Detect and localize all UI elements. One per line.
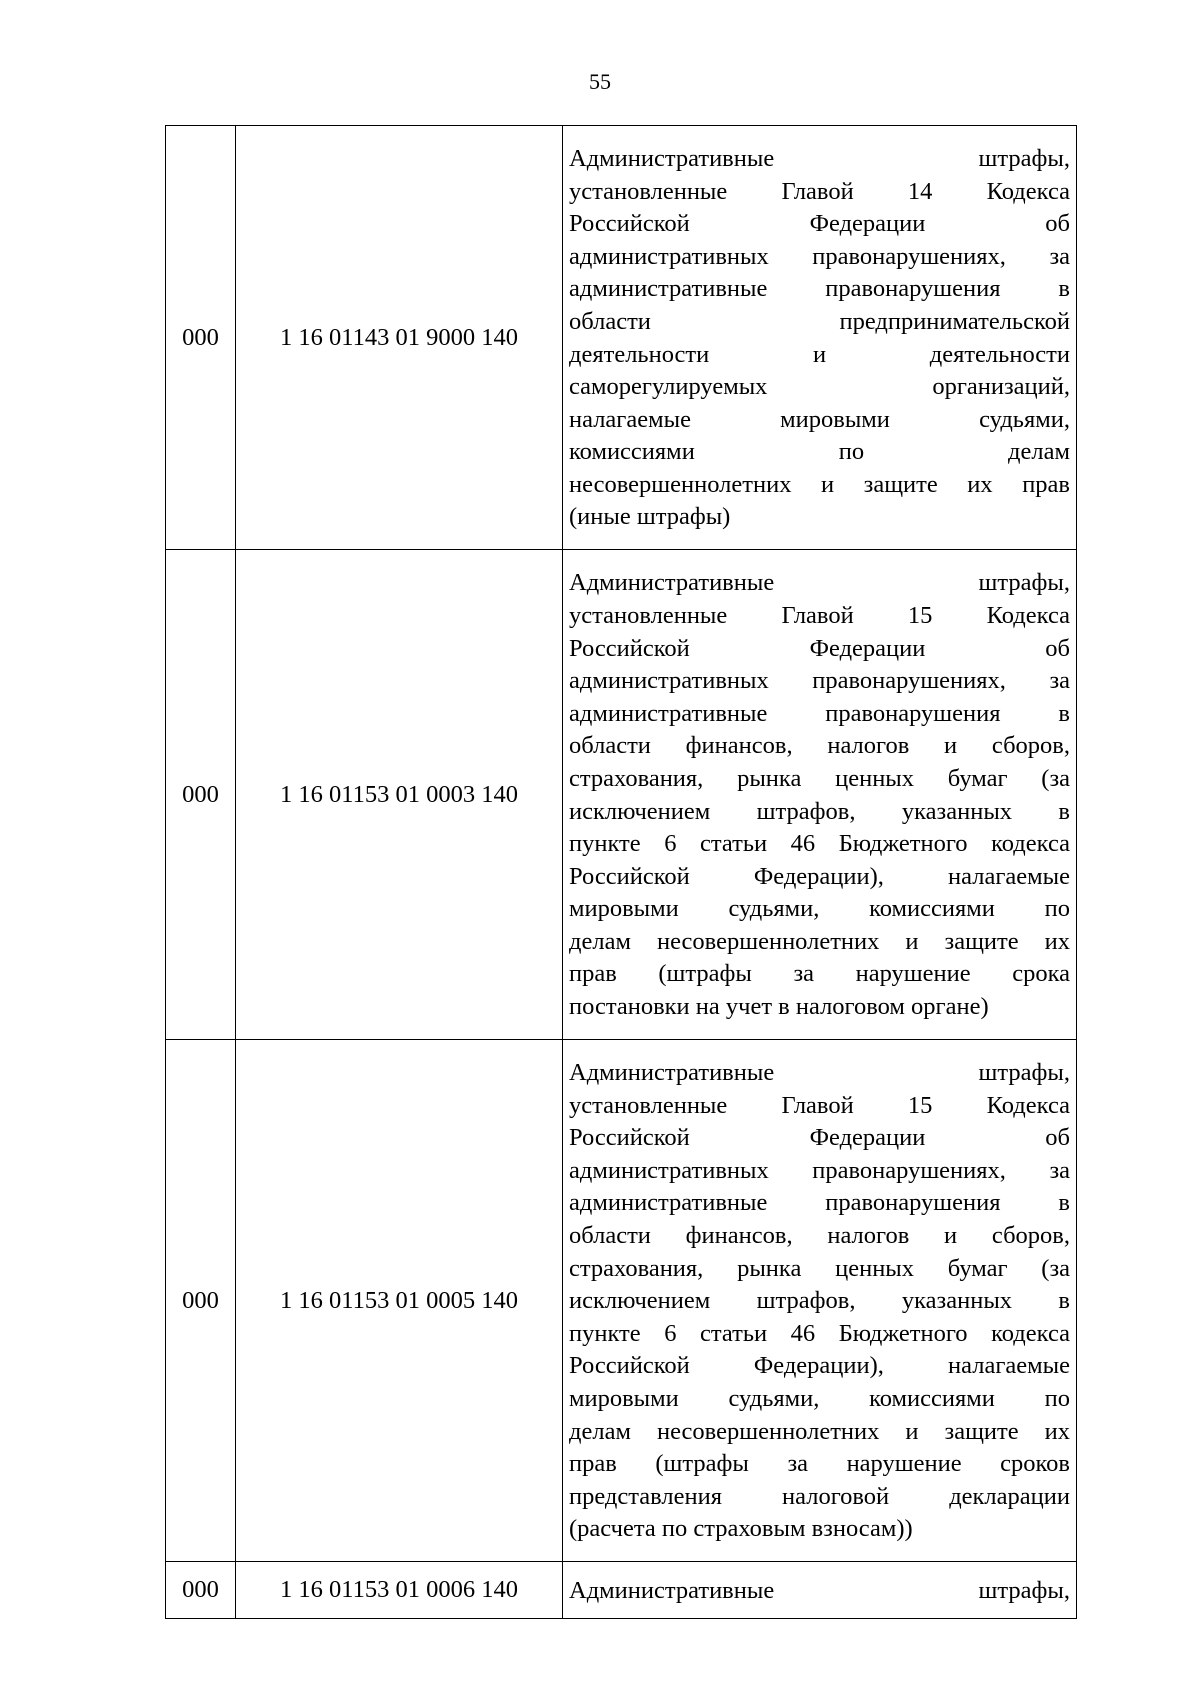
description-line: Административные штрафы, [569,569,1070,597]
description-line: области финансов, налогов и сборов, [569,1222,1070,1250]
page-number: 55 [589,69,611,94]
description-line: прав (штрафы за нарушение сроков [569,1450,1070,1478]
description-line: мировыми судьями, комиссиями по [569,1384,1070,1412]
description-line: административные правонарушения в [569,275,1070,303]
description-cell [563,126,1077,550]
description-line: пункте 6 статьи 46 Бюджетного кодекса [569,1319,1070,1347]
description-line: исключением штрафов, указанных в [569,1287,1070,1315]
description-line: исключением штрафов, указанных в [569,797,1070,825]
description-line: страхования, рынка ценных бумаг (за [569,1254,1070,1282]
description-line: мировыми судьями, комиссиями по [569,895,1070,923]
description-line: области финансов, налогов и сборов, [569,732,1070,760]
budget-codes-table [165,125,1077,1619]
description-line: представления налоговой декларации [569,1482,1070,1510]
description-line: несовершеннолетних и защите их прав [569,470,1070,498]
description-line: административных правонарушениях, за [569,667,1070,695]
description-line: (иные штрафы) [569,503,731,531]
description-line: административные правонарушения в [569,1189,1070,1217]
description-line: Административные штрафы, [569,1576,1070,1604]
description-line: области предпринимательской [569,307,1070,335]
description-line: прав (штрафы за нарушение срока [569,960,1070,988]
admin-code-cell: 000 [166,126,236,550]
kbk-code-cell: 1 16 01153 01 0003 140 [236,550,563,1040]
admin-code-cell: 000 [166,1040,236,1562]
description-line: страхования, рынка ценных бумаг (за [569,764,1070,792]
description-line: административных правонарушениях, за [569,1156,1070,1184]
description-line: Административные штрафы, [569,144,1070,172]
description-cell [563,1562,1077,1619]
description-line: делам несовершеннолетних и защите их [569,1417,1070,1445]
table-row [166,1040,1077,1562]
description-line: комиссиями по делам [569,438,1070,466]
table-row [166,550,1077,1040]
kbk-code-cell: 1 16 01153 01 0005 140 [236,1040,563,1562]
description-line: постановки на учет в налоговом органе) [569,993,989,1021]
kbk-code-cell: 1 16 01143 01 9000 140 [236,126,563,550]
description-line: установленные Главой 15 Кодекса [569,601,1070,629]
table-row [166,1562,1077,1619]
description-line: Российской Федерации об [569,634,1070,662]
description-line: Российской Федерации об [569,210,1070,238]
description-line: установленные Главой 14 Кодекса [569,177,1070,205]
table-row [166,126,1077,550]
kbk-code-cell: 1 16 01153 01 0006 140 [236,1562,563,1619]
description-cell [563,550,1077,1040]
description-line: саморегулируемых организаций, [569,373,1070,401]
description-line: Российской Федерации), налагаемые [569,862,1070,890]
description-cell [563,1040,1077,1562]
admin-code-cell: 000 [166,1562,236,1619]
description-line: (расчета по страховым взносам)) [569,1515,913,1543]
description-line: установленные Главой 15 Кодекса [569,1091,1070,1119]
description-line: административных правонарушениях, за [569,242,1070,270]
description-line: деятельности и деятельности [569,340,1070,368]
description-line: Российской Федерации об [569,1124,1070,1152]
description-line: налагаемые мировыми судьями, [569,405,1070,433]
description-line: пункте 6 статьи 46 Бюджетного кодекса [569,830,1070,858]
description-line: Российской Федерации), налагаемые [569,1352,1070,1380]
table-body [166,126,1077,1619]
description-line: Административные штрафы, [569,1059,1070,1087]
admin-code-cell: 000 [166,550,236,1040]
description-line: административные правонарушения в [569,699,1070,727]
description-line: делам несовершеннолетних и защите их [569,927,1070,955]
